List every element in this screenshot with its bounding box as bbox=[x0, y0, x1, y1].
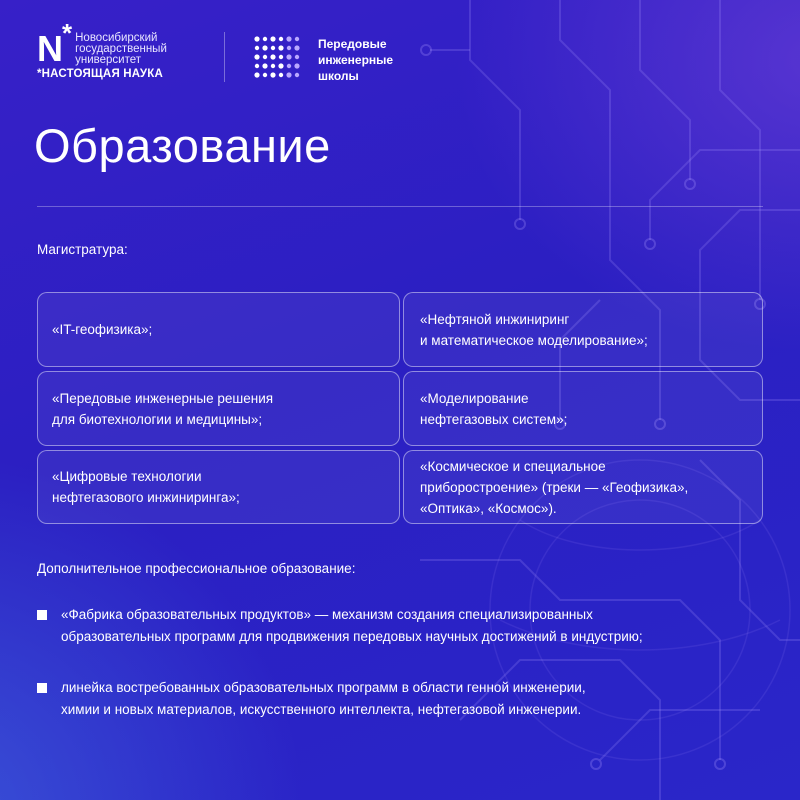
logo-dot bbox=[278, 63, 283, 68]
header bbox=[37, 18, 394, 84]
nsu-logo-mark: N* bbox=[37, 18, 72, 69]
logo-dot bbox=[287, 46, 291, 50]
bullet-square-icon bbox=[37, 683, 47, 693]
logo-dot bbox=[279, 73, 283, 77]
logo-dot bbox=[255, 46, 259, 50]
logo-dot bbox=[279, 55, 283, 59]
logo-dot bbox=[255, 64, 259, 68]
logo-dot bbox=[286, 54, 291, 59]
program-card: «Моделирование нефтегазовых систем»; bbox=[403, 371, 763, 446]
logo-dot bbox=[295, 55, 299, 59]
logo-dot bbox=[279, 37, 283, 41]
list-item: линейка востребованных образовательных программ в области генной инженерии, химии и новых материалов, искусственного интеллекта, нефтегазовой инженерии. bbox=[37, 677, 586, 721]
logo-dot bbox=[263, 73, 267, 77]
nsu-slogan: *НАСТОЯЩАЯ НАУКА bbox=[37, 68, 163, 80]
nsu-logo bbox=[37, 18, 167, 69]
logo-dot bbox=[286, 72, 291, 77]
logo-dot bbox=[254, 54, 259, 59]
logo-dot bbox=[271, 64, 275, 68]
logo-dot bbox=[263, 55, 267, 59]
list-item: «Фабрика образовательных продуктов» — механизм создания специализированных образовательных программ для продвижения передовых научных достижений в индустрию; bbox=[37, 604, 643, 648]
header-divider bbox=[224, 32, 225, 82]
logo-dot bbox=[262, 63, 267, 68]
program-card: «IT-геофизика»; bbox=[37, 292, 400, 367]
logo-dot bbox=[287, 64, 291, 68]
logo-dot bbox=[270, 36, 275, 41]
pis-dots-icon bbox=[254, 36, 300, 82]
title-divider bbox=[37, 206, 763, 207]
logo-dot bbox=[262, 45, 267, 50]
masters-heading: Магистратура: bbox=[37, 242, 128, 257]
additional-education-heading: Дополнительное профессиональное образование: bbox=[37, 561, 356, 576]
nsu-logo-name: Новосибирский государственный университет bbox=[75, 32, 167, 66]
logo-dot bbox=[286, 36, 291, 41]
logo-dot bbox=[270, 72, 275, 77]
bullet-square-icon bbox=[37, 610, 47, 620]
logo-dot bbox=[295, 37, 299, 41]
program-card: «Передовые инженерные решения для биотехнологии и медицины»; bbox=[37, 371, 400, 446]
program-card: «Цифровые технологии нефтегазового инжиниринга»; bbox=[37, 450, 400, 524]
logo-dot bbox=[254, 36, 259, 41]
logo-dot bbox=[294, 63, 299, 68]
logo-dot bbox=[270, 54, 275, 59]
page-title: Образование bbox=[34, 119, 331, 172]
logo-dot bbox=[263, 37, 267, 41]
program-card: «Нефтяной инжиниринг и математическое моделирование»; bbox=[403, 292, 763, 367]
pis-logo-text: Передовые инженерные школы bbox=[318, 37, 394, 83]
logo-dot bbox=[254, 72, 259, 77]
logo-dot bbox=[271, 46, 275, 50]
logo-dot bbox=[295, 73, 299, 77]
logo-dot bbox=[278, 45, 283, 50]
logo-dot bbox=[294, 45, 299, 50]
program-card: «Космическое и специальное приборостроение» (треки — «Геофизика», «Оптика», «Космос»). bbox=[403, 450, 763, 524]
